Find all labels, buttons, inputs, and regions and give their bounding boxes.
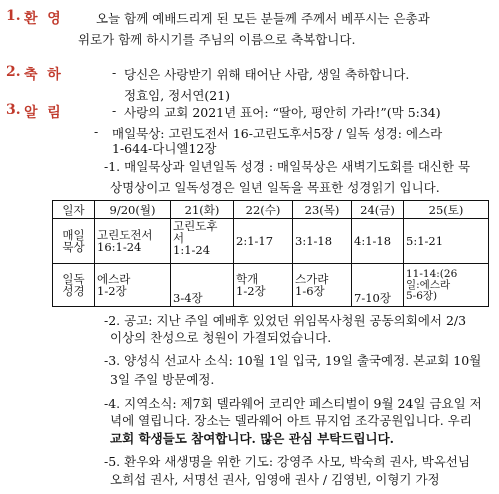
section3-dash: - [112,103,117,118]
row-label-devotion: 매일 묵상 [53,219,95,264]
header-col6: 25(토) [404,201,489,219]
table-cell: 4:1-18 [352,219,404,264]
table-cell: 7-10장 [352,264,404,307]
notice4-line3: 교회 학생들도 참여합니다. 많은 관심 부탁드립니다. [110,431,395,446]
section3-title: 알 림 [24,105,61,121]
table-cell: 에스라 1-2장 [95,264,171,307]
table-cell: 스가랴 1-6장 [293,264,352,307]
devotion-line1: 매일묵상: 고린도전서 16-고린도후서5장 / 일독 성경: 에스라 [112,126,443,141]
header-col5: 24(금) [352,201,404,219]
row-label-reading: 일독 성경 [53,264,95,307]
header-col3: 22(수) [234,201,293,219]
notice2-line2: 이상의 찬성으로 청원이 가결되었습니다. [110,330,332,345]
notice5-line1: -5. 환우와 새생명을 위한 기도: 강영주 사모, 박숙희 권사, 박옥선님 [104,454,470,469]
table-header-row [53,201,489,219]
table-cell: 학개 1-2장 [234,264,293,307]
table-cell: 11-14:(26 일:에스라 5-6장) [404,264,489,307]
section1-number: 1. [6,8,21,24]
table-cell: 3-4장 [171,264,234,307]
notice1-line2: 상명상이고 일독성경은 일년 일독을 목표한 성경읽기 입니다. [110,180,440,195]
reading-schedule-table [52,200,489,307]
table-cell: 고린도전서 16:1-24 [95,219,171,264]
notice1-line1: -1. 매일묵상과 일년일독 성경 : 매일묵상은 새벽기도회를 대신한 묵 [104,159,471,174]
section1-title: 환 영 [24,11,61,27]
devotion-line2: 1-644-다니엘12장 [112,141,217,156]
section2-line1: 당신은 사랑받기 위해 태어난 사람, 생일 축하합니다. [124,67,410,82]
header-col1: 9/20(월) [95,201,171,219]
notice3-line2: 3일 주일 방문예정. [110,372,215,387]
section2-dash: - [112,65,117,80]
table-cell: 고린도후 서 1:1-24 [171,219,234,264]
motto-line: 사랑의 교회 2021년 표어: “딸아, 평안히 가라!”(막 5:34) [124,105,441,120]
section3-number: 3. [6,102,21,118]
section2-title: 축 하 [24,67,61,83]
table-cell: 3:1-18 [293,219,352,264]
section2-line2: 정효임, 정서연(21) [124,88,231,103]
table-cell: 2:1-17 [234,219,293,264]
table-row-devotion [53,219,489,264]
notice5-line2: 오희섭 권사, 서명선 권사, 임영애 권사 / 김영빈, 이형기 가정 [110,472,440,487]
section2-number: 2. [6,64,21,80]
notice4-line1: -4. 지역소식: 제7회 델라웨어 코리안 페스티벌이 9월 24일 금요일 저 [104,396,482,411]
header-col4: 23(목) [293,201,352,219]
header-col2: 21(화) [171,201,234,219]
section1-line1: 오늘 함께 예배드리게 된 모든 분들께 주께서 베푸시는 은총과 [96,11,430,26]
table-row-reading [53,264,489,307]
notice4-line2: 녁에 열립니다. 장소는 델라웨어 아트 뮤지엄 조각공원입니다. 우리 [110,413,472,428]
notice3-line1: -3. 양성식 선교사 소식: 10월 1일 입국, 19일 출국예정. 본교회 10월 [104,353,482,368]
devotion-dash: - [94,124,99,139]
notice2-line1: -2. 공고: 지난 주일 예배후 있었던 위임목사청원 공동의회에서 2/3 [104,313,467,328]
table-cell: 5:1-21 [404,219,489,264]
section1-line2: 위로가 함께 하시기를 주님의 이름으로 축복합니다. [78,32,356,47]
header-date: 일자 [53,201,95,219]
